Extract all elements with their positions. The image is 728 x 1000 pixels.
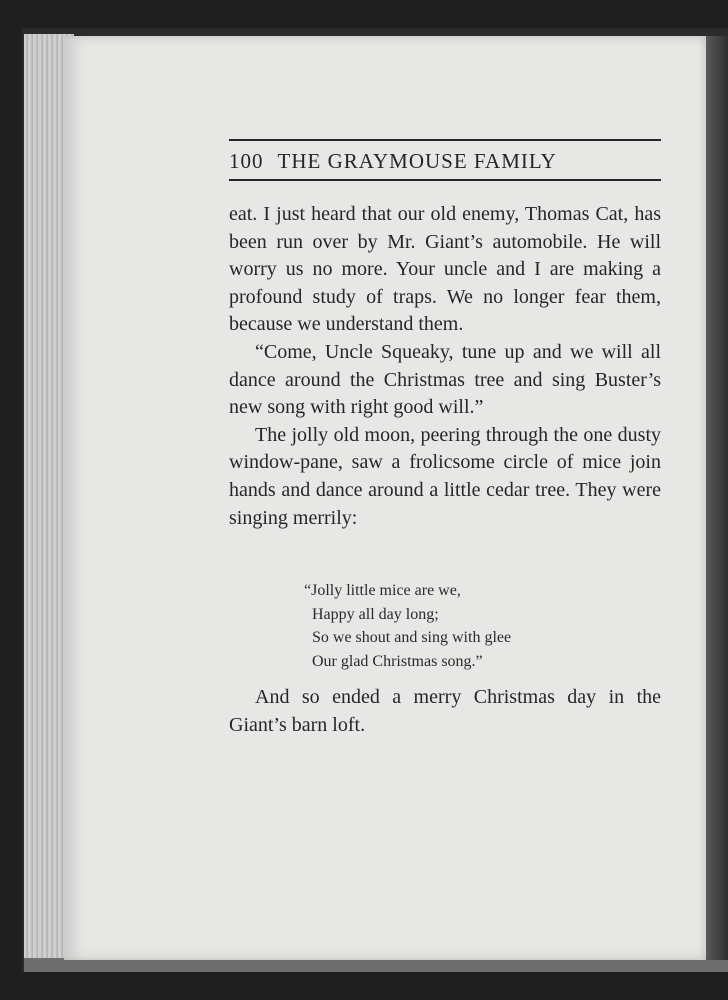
closing-paragraph: And so ended a merry Christmas day in the Giant’s barn loft. bbox=[229, 686, 661, 736]
running-title: THE GRAYMOUSE FAMILY bbox=[277, 148, 557, 173]
body-text bbox=[229, 201, 661, 532]
closing-text bbox=[229, 683, 661, 739]
paragraph-3: The jolly old moon, peering through the one dusty window-pane, saw a frolicsome circle of mice join hands and dance around a little cedar tree. They were singing merrily: bbox=[229, 423, 661, 529]
paragraph-1: eat. I just heard that our old enemy, Thomas Cat, has been run over by Mr. Giant’s automobile. He will worry us no more. Your uncle and I are making a profound study of traps. We no longer fear them, because we understand them. bbox=[229, 203, 661, 336]
poem-line-2: Happy all day long; bbox=[312, 605, 439, 623]
poem-line-4: Our glad Christmas song.” bbox=[312, 652, 483, 670]
page-number: 100 bbox=[229, 148, 264, 173]
right-cover-edge bbox=[706, 36, 728, 960]
header-bottom-rule bbox=[229, 179, 661, 181]
poem-line-3: So we shout and sing with glee bbox=[312, 629, 512, 646]
header-top-rule bbox=[229, 139, 661, 141]
poem-line-1: “Jolly little mice are we, bbox=[304, 582, 461, 599]
poem-verse bbox=[304, 579, 644, 673]
paragraph-2: “Come, Uncle Squeaky, tune up and we will all dance around the Christmas tree and sing Buster’s new song with right good will.” bbox=[229, 340, 661, 419]
bottom-page-edge bbox=[24, 958, 728, 972]
running-header bbox=[229, 146, 661, 176]
